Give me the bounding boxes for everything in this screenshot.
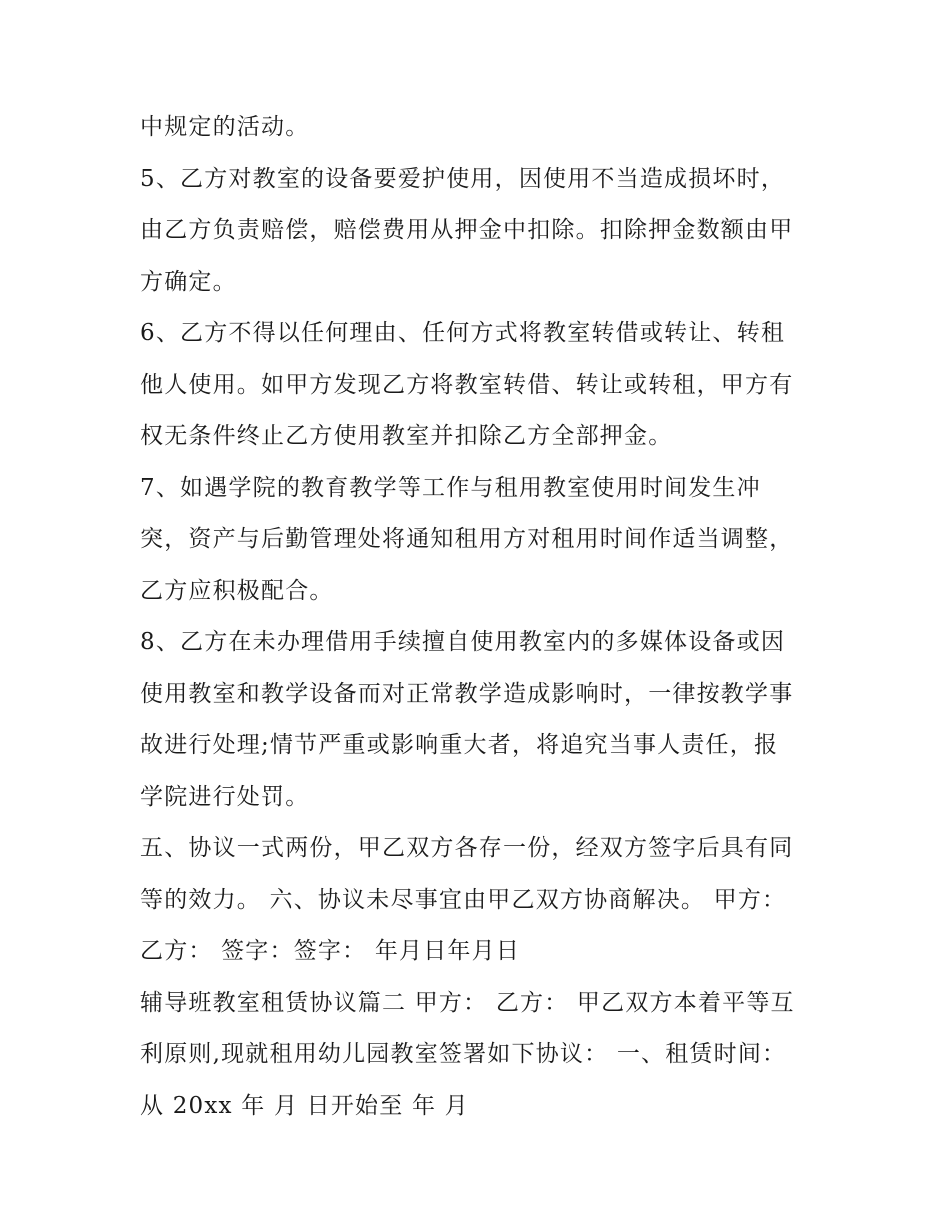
text-line: 突，资产与后勤管理处将通知租用方对租用时间作适当调整，	[140, 526, 794, 552]
text-line: 他人使用。如甲方发现乙方将教室转借、转让或转租，甲方有	[140, 371, 794, 398]
text-line: 方确定。	[140, 268, 237, 295]
text-line: 乙方应积极配合。	[140, 577, 334, 604]
text-line: 等的效力。 六、协议未尽事宜由甲乙双方协商解决。 甲方：	[140, 886, 787, 913]
text-line: 使用教室和教学设备而对正常教学造成影响时，一律按教学事	[140, 680, 794, 707]
text-line: 8、乙方在未办理借用手续擅自使用教室内的多媒体设备或因	[140, 629, 786, 655]
text-line: 乙方： 签字：签字： 年月日年月日	[140, 938, 521, 964]
text-line: 从 20xx 年 月 日开始至 年 月	[140, 1092, 469, 1119]
text-line: 故进行处理;情节严重或影响重大者，将追究当事人责任，报	[140, 732, 779, 758]
text-line: 中规定的活动。	[140, 114, 310, 140]
text-line: 利原则,现就租用幼儿园教室签署如下协议： 一、租赁时间：	[140, 1041, 787, 1067]
document-body	[140, 102, 820, 1132]
text-line: 由乙方负责赔偿，赔偿费用从押金中扣除。扣除押金数额由甲	[140, 217, 794, 243]
text-line: 5、乙方对教室的设备要爱护使用，因使用不当造成损坏时，	[140, 165, 786, 192]
text-line: 学院进行处罚。	[140, 783, 310, 810]
text-line: 7、如遇学院的教育教学等工作与租用教室使用时间发生冲	[140, 474, 761, 501]
text-line: 6、乙方不得以任何理由、任何方式将教室转借或转让、转租	[140, 320, 786, 346]
text-line: 五、协议一式两份，甲乙双方各存一份，经双方签字后具有同	[140, 835, 794, 861]
text-line: 权无条件终止乙方使用教室并扣除乙方全部押金。	[140, 423, 673, 449]
text-line: 辅导班教室租赁协议篇二 甲方： 乙方： 甲乙双方本着平等互	[140, 989, 795, 1016]
